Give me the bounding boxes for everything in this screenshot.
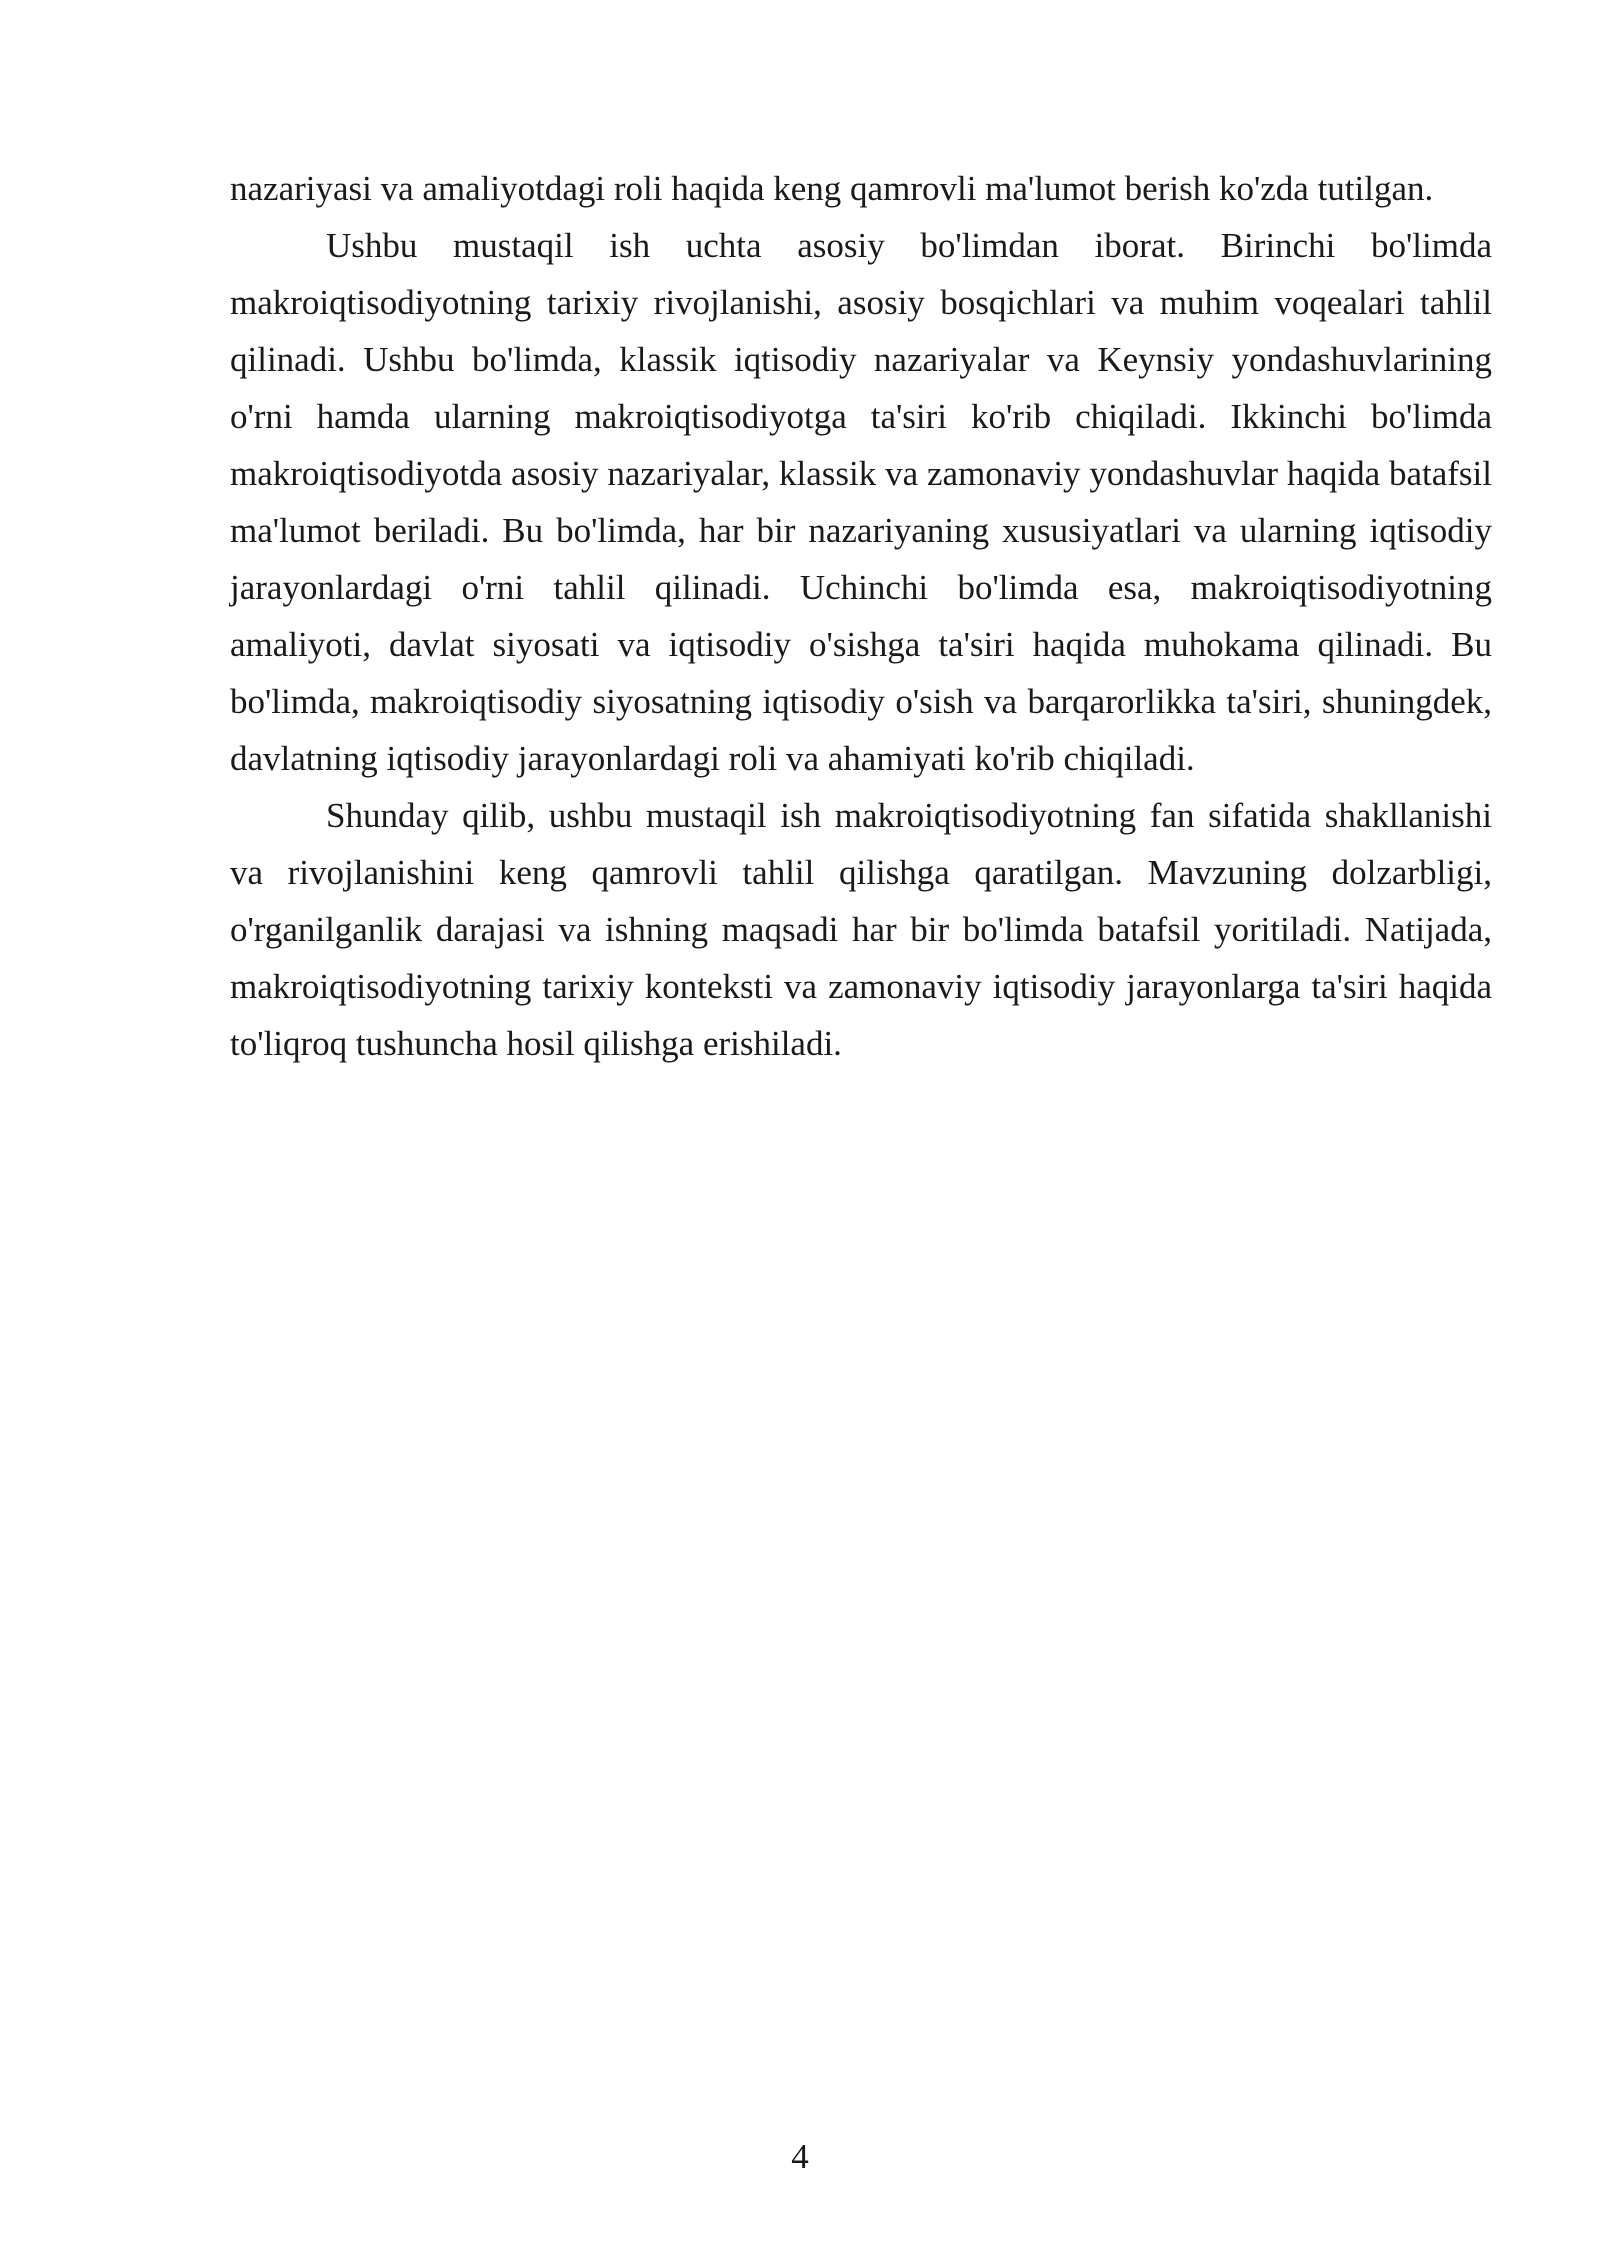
paragraph-continuation: nazariyasi va amaliyotdagi roli haqida keng qamrovli ma'lumot berish ko'zda tutilgan. <box>230 169 1434 208</box>
page-number: 4 <box>791 2137 809 2176</box>
paragraph-conclusion: Shunday qilib, ushbu mustaqil ish makroiqtisodiyotning fan sifatida shakllanishi va rivojlanishini keng qamrovli tahlil qilishga qaratilgan. Mavzuning dolzarbligi, o'rganilganlik darajasi va ishning maqsadi har bir bo'limda batafsil yoritiladi. Natijada, makroiqtisodiyotning tarixiy konteksti va zamonaviy iqtisodiy jarayonlarga ta'siri haqida to'liqroq tushuncha hosil qilishga erishiladi. <box>230 796 1492 1063</box>
paragraph-structure: Ushbu mustaqil ish uchta asosiy bo'limdan iborat. Birinchi bo'limda makroiqtisodiyotning tarixiy rivojlanishi, asosiy bosqichlari va muhim voqealari tahlil qilinadi. Ushbu bo'limda, klassik iqtisodiy nazariyalar va Keynsiy yondashuvlarining o'rni hamda ularning makroiqtisodiyotga ta'siri ko'rib chiqiladi. Ikkinchi bo'limda makroiqtisodiyotda asosiy nazariyalar, klassik va zamonaviy yondashuvlar haqida batafsil ma'lumot beriladi. Bu bo'limda, har bir nazariyaning xususiyatlari va ularning iqtisodiy jarayonlardagi o'rni tahlil qilinadi. Uchinchi bo'limda esa, makroiqtisodiyotning amaliyoti, davlat siyosati va iqtisodiy o'sishga ta'siri haqida muhokama qilinadi. Bu bo'limda, makroiqtisodiy siyosatning iqtisodiy o'sish va barqarorlikka ta'siri, shuningdek, davlatning iqtisodiy jarayonlardagi roli va ahamiyati ko'rib chiqiladi. <box>230 226 1492 778</box>
body-text <box>230 160 1492 1072</box>
